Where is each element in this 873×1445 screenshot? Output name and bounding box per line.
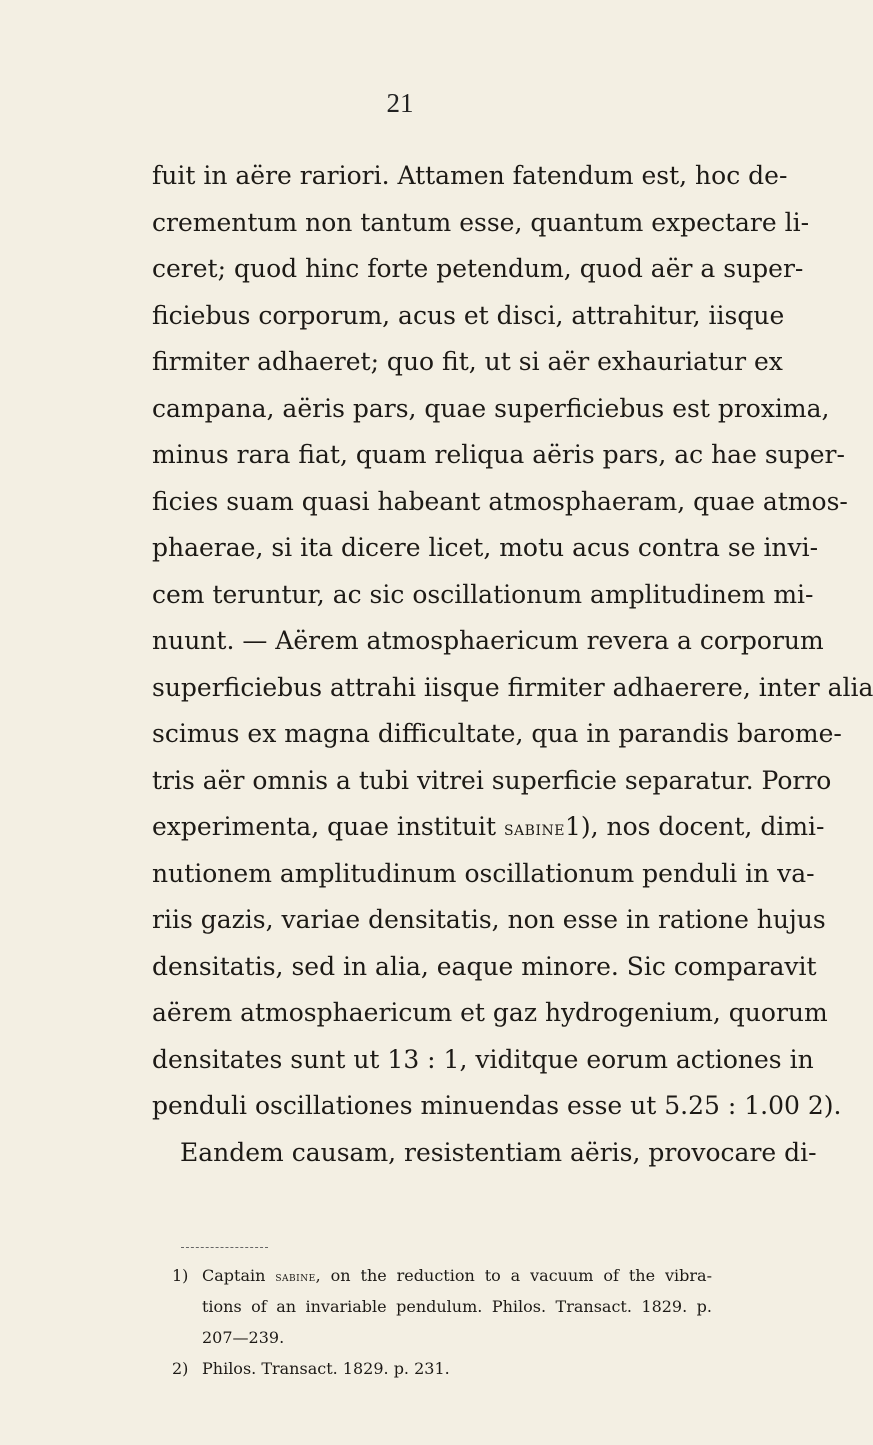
author-name: sabine bbox=[275, 1270, 316, 1285]
footnote-marker: 2) bbox=[172, 1359, 189, 1378]
text-line: scimus ex magna difficultate, qua in parandis barome- bbox=[152, 719, 842, 748]
text-line: densitatis, sed in alia, eaque minore. Sic comparavit bbox=[152, 951, 817, 981]
text-line: superficiebus attrahi iisque firmiter adhaerere, inter alia bbox=[152, 672, 873, 702]
text-line: tris aër omnis a tubi vitrei superficie separatur. Porro bbox=[152, 765, 832, 795]
text-line: nuunt. — Aërem atmosphaericum revera a corporum bbox=[152, 626, 824, 655]
text-line: Eandem causam, resistentiam aëris, provocare di- bbox=[180, 1137, 817, 1167]
footnote-2-line bbox=[152, 1353, 712, 1384]
text-segment: experimenta, quae instituit bbox=[152, 812, 496, 841]
footnotes bbox=[152, 1260, 712, 1384]
text-line: penduli oscillationes minuendas esse ut 5.25 : 1.00 2). bbox=[152, 1091, 842, 1120]
text-line: phaerae, si ita dicere licet, motu acus contra se invi- bbox=[152, 533, 819, 562]
text-line: ficiebus corporum, acus et disci, attrahitur, iisque bbox=[152, 300, 785, 330]
text-line: campana, aëris pars, quae superficiebus est proxima, bbox=[152, 393, 830, 423]
text-segment: 1), nos docent, dimi- bbox=[564, 812, 825, 841]
text-line: densitates sunt ut 13 : 1, viditque eorum actiones in bbox=[152, 1044, 814, 1074]
body-text bbox=[152, 153, 873, 1176]
text-line: ceret; quod hinc forte petendum, quod aër a super- bbox=[152, 254, 804, 283]
footnote-divider bbox=[181, 1247, 268, 1248]
text-line: ficies suam quasi habeant atmosphaeram, quae atmos- bbox=[152, 486, 848, 516]
text-line: fuit in aëre rariori. Attamen fatendum est, hoc de- bbox=[152, 161, 788, 190]
text-line: cem teruntur, ac sic oscillationum amplitudinem mi- bbox=[152, 579, 814, 609]
footnote-text: Captain bbox=[202, 1266, 266, 1285]
footnote-text: Philos. Transact. 1829. p. 231. bbox=[202, 1359, 450, 1378]
text-line-with-citation bbox=[152, 804, 825, 851]
author-name: sabine bbox=[503, 816, 565, 840]
text-line: minus rara fiat, quam reliqua aëris pars, ac hae super- bbox=[152, 440, 845, 469]
footnote-1-line: tions of an invariable pendulum. Philos. Transact. 1829. p. bbox=[202, 1297, 712, 1316]
text-line: riis gazis, variae densitatis, non esse in ratione hujus bbox=[152, 905, 826, 934]
text-line: aërem atmosphaericum et gaz hydrogenium, quorum bbox=[152, 998, 828, 1027]
footnote-marker: 1) bbox=[172, 1266, 189, 1285]
footnote-text: , on the reduction to a vacuum of the vibra- bbox=[315, 1266, 713, 1285]
footnote-1-line bbox=[152, 1260, 712, 1291]
text-line: nutionem amplitudinum oscillationum penduli in va- bbox=[152, 858, 815, 888]
text-line: firmiter adhaeret; quo fit, ut si aër exhauriatur ex bbox=[152, 347, 783, 376]
page-number: 21 bbox=[386, 88, 414, 118]
text-line: crementum non tantum esse, quantum expectare li- bbox=[152, 207, 810, 237]
footnote-1-line: 207—239. bbox=[202, 1328, 285, 1347]
